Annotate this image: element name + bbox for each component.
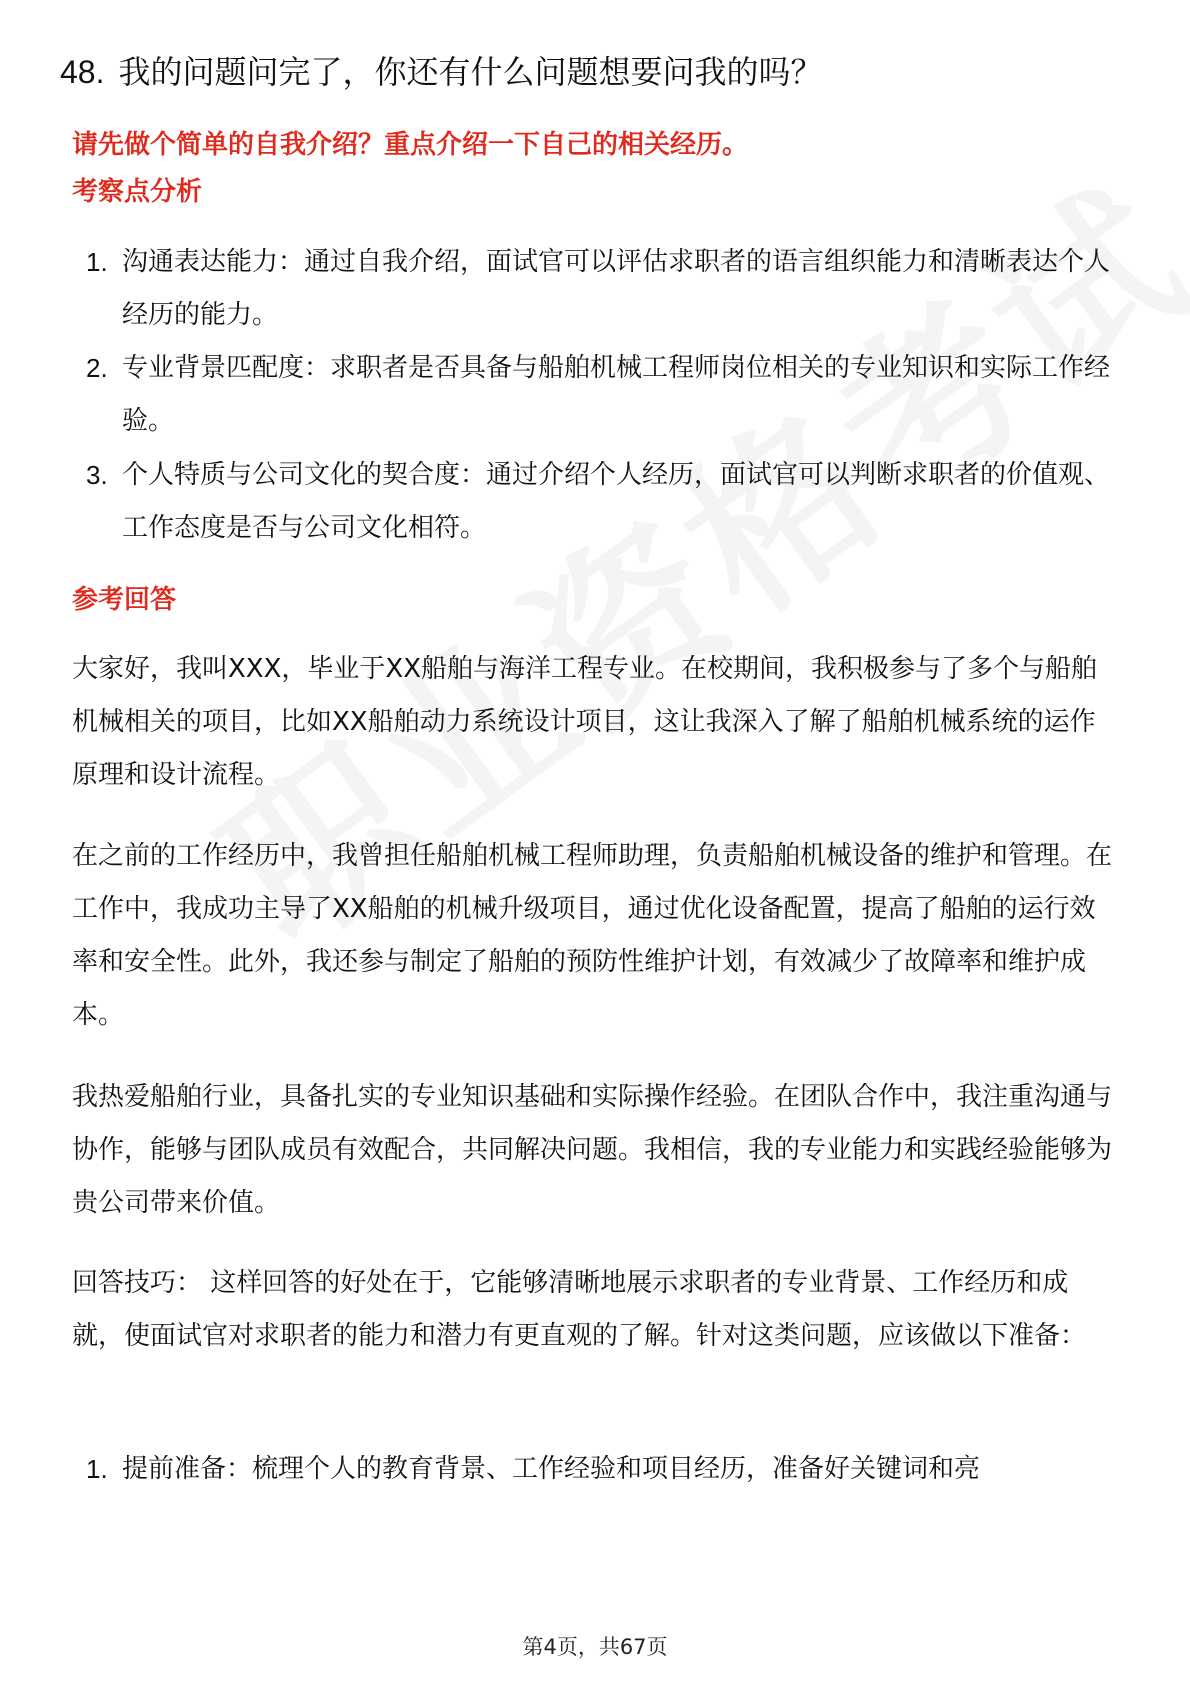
highlight-question: 请先做个简单的自我介绍？重点介绍一下自己的相关经历。 xyxy=(72,130,749,160)
answer-paragraph: 在之前的工作经历中，我曾担任船舶机械工程师助理，负责船舶机械设备的维护和管理。在工作中，我成功主导了XX船舶的机械升级项目，通过优化设备配置，提高了船舶的运行效率和安全性。此外，我还参与制定了船舶的预防性维护计划，有效减少了故障率和维护成本。 xyxy=(72,841,1113,1030)
analysis-item xyxy=(86,236,1126,342)
list-text: 沟通表达能力：通过自我介绍，面试官可以评估求职者的语言组织能力和清晰表达个人经历的能力。 xyxy=(122,247,1111,330)
question-text: 我的问题问完了，你还有什么问题想要问我的吗？ xyxy=(118,53,823,91)
page-footer: 第4页，共67页 xyxy=(522,1635,668,1659)
analysis-item xyxy=(86,449,1126,555)
list-number: 3. xyxy=(86,460,108,490)
question-number: 48. xyxy=(60,54,105,90)
analysis-item xyxy=(86,342,1126,448)
tips-paragraph: 回答技巧： 这样回答的好处在于，它能够清晰地展示求职者的专业背景、工作经历和成就，使面试官对求职者的能力和潜力有更直观的了解。针对这类问题，应该做以下准备： xyxy=(72,1268,1087,1351)
list-number: 1. xyxy=(86,247,108,277)
tip-item xyxy=(86,1443,1126,1496)
list-text: 专业背景匹配度：求职者是否具备与船舶机械工程师岗位相关的专业知识和实际工作经验。 xyxy=(122,353,1111,436)
question-title xyxy=(60,48,823,96)
reference-heading: 参考回答 xyxy=(72,585,177,615)
answer-paragraph: 大家好，我叫XXX，毕业于XX船舶与海洋工程专业。在校期间，我积极参与了多个与船舶机械相关的项目，比如XX船舶动力系统设计项目，这让我深入了解了船舶机械系统的运作原理和设计流程。 xyxy=(72,654,1098,790)
list-text: 提前准备：梳理个人的教育背景、工作经验和项目经历，准备好关键词和亮 xyxy=(122,1454,981,1484)
list-number: 1. xyxy=(86,1454,108,1484)
answer-paragraph: 我热爱船舶行业，具备扎实的专业知识基础和实际操作经验。在团队合作中，我注重沟通与协作，能够与团队成员有效配合，共同解决问题。我相信，我的专业能力和实践经验能够为贵公司带来价值。 xyxy=(72,1082,1113,1218)
analysis-heading: 考察点分析 xyxy=(72,177,203,207)
list-number: 2. xyxy=(86,353,108,383)
list-text: 个人特质与公司文化的契合度：通过介绍个人经历，面试官可以判断求职者的价值观、工作态度是否与公司文化相符。 xyxy=(122,460,1111,543)
